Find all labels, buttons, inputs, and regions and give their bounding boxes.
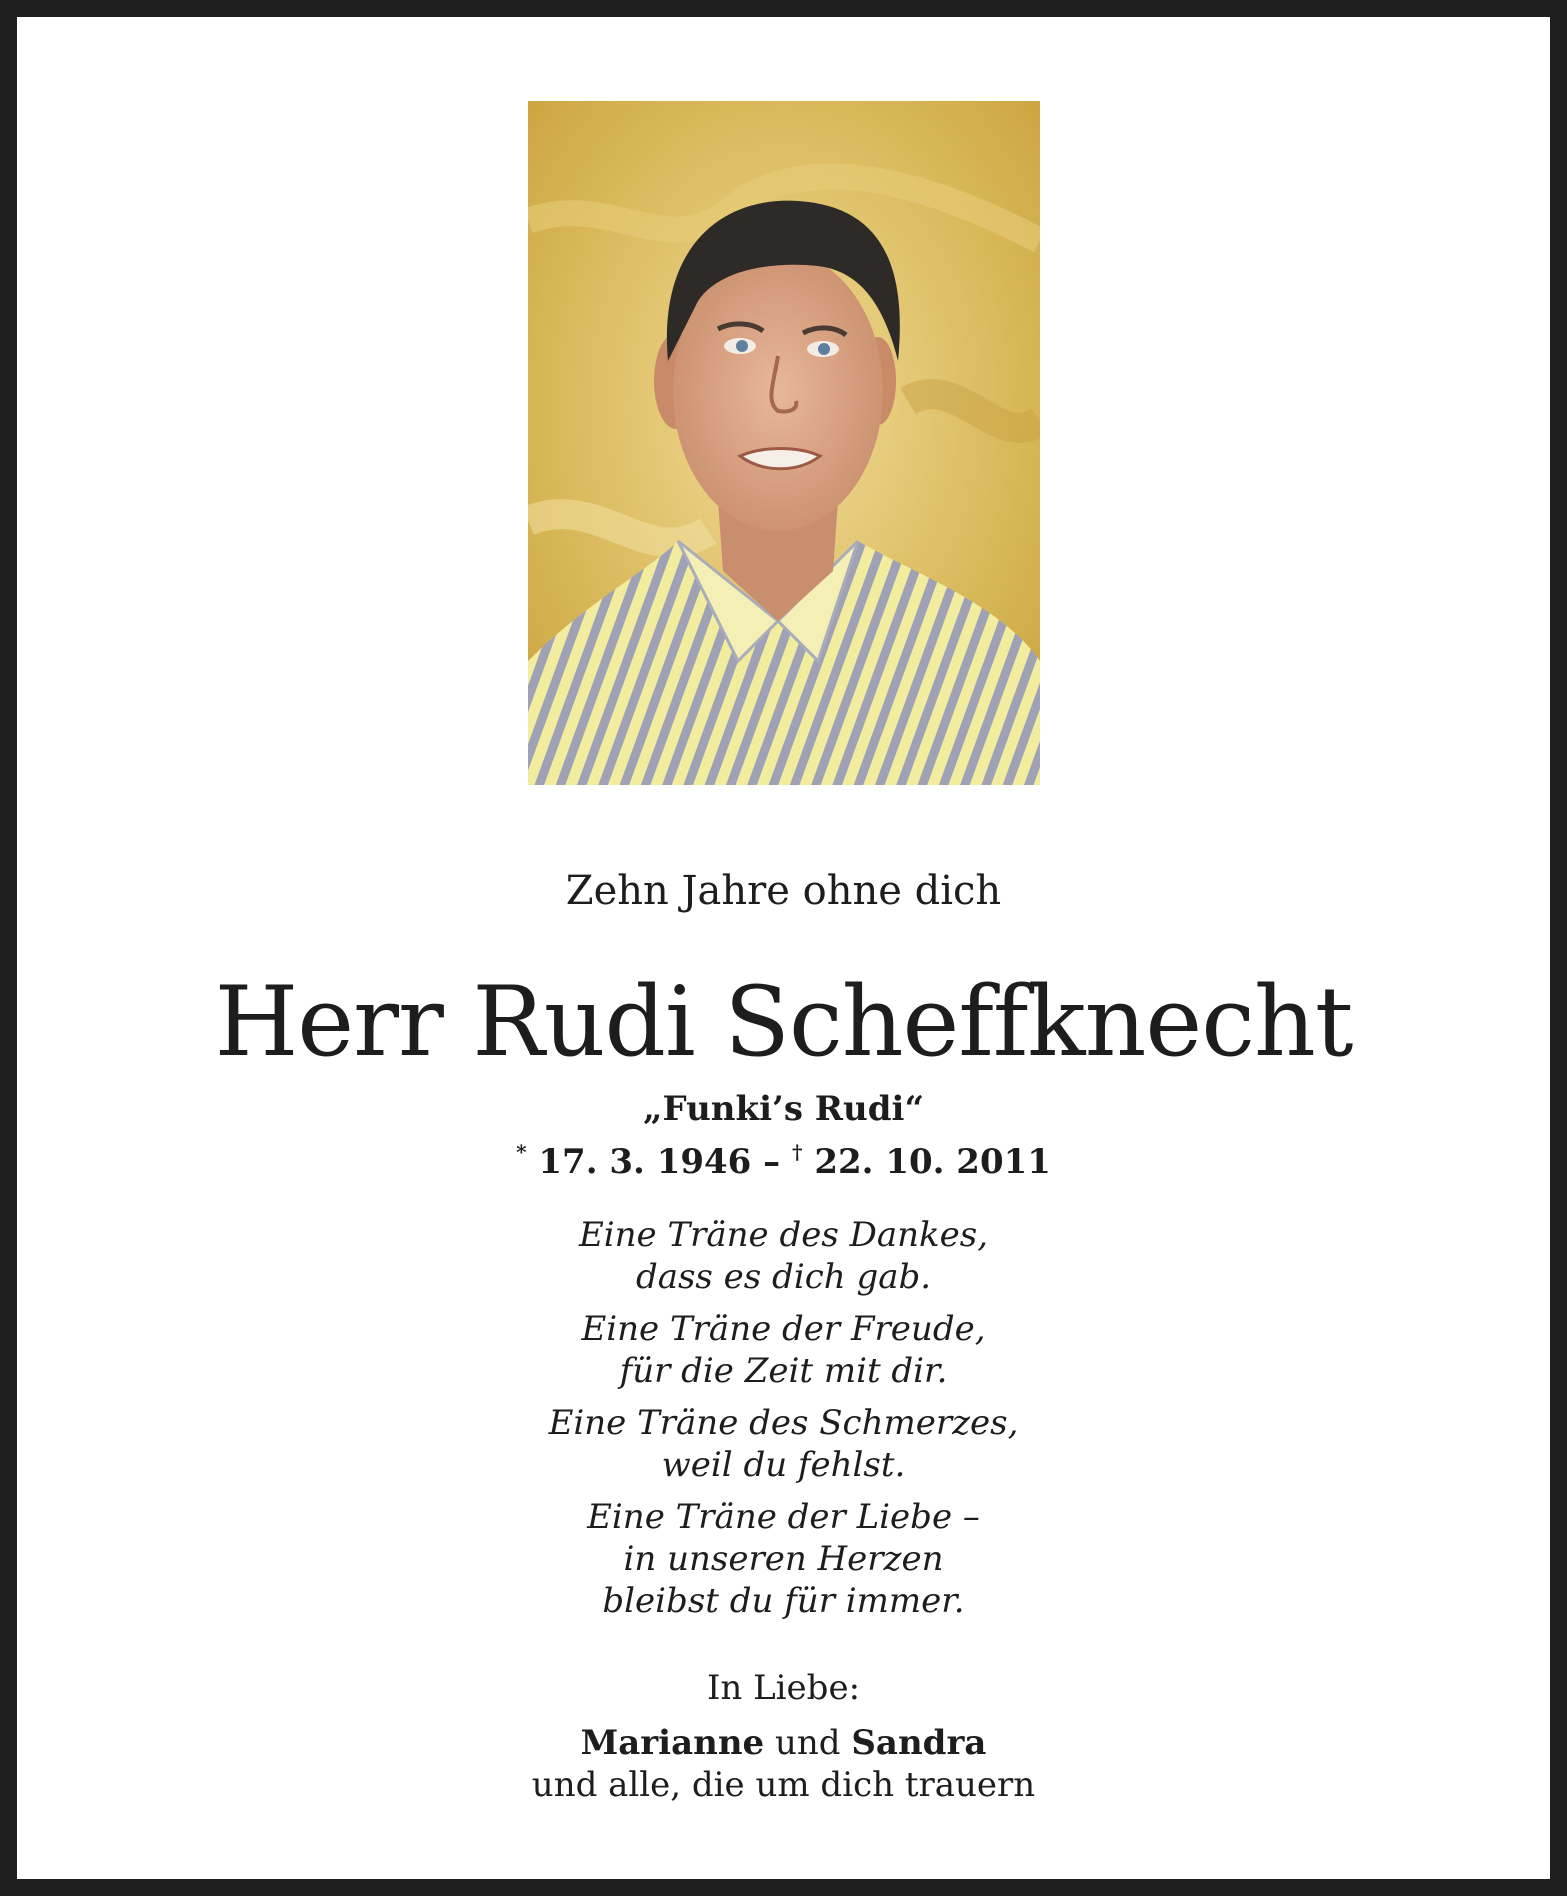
- birth-date: 17. 3. 1946: [538, 1142, 752, 1182]
- signer-1: Marianne: [580, 1723, 765, 1763]
- deceased-name: Herr Rudi Scheffknecht: [214, 966, 1353, 1078]
- poem: [17, 1214, 1550, 1632]
- poem-line: in unseren Herzen: [623, 1539, 944, 1579]
- life-dates: [17, 1131, 1550, 1183]
- signers: [17, 1722, 1550, 1764]
- poem-stanza: [17, 1402, 1550, 1486]
- signoff-label: In Liebe:: [706, 1668, 861, 1708]
- poem-line: Eine Träne der Freude,: [581, 1309, 986, 1349]
- date-separator: –: [751, 1142, 793, 1182]
- poem-line: Eine Träne des Schmerzes,: [548, 1403, 1019, 1443]
- poem-line: bleibst du für immer.: [602, 1581, 965, 1621]
- poem-stanza: [17, 1496, 1550, 1622]
- poem-stanza: [17, 1214, 1550, 1298]
- poem-line: Eine Träne des Dankes,: [578, 1215, 989, 1255]
- intro-line: Zehn Jahre ohne dich: [565, 868, 1002, 914]
- obituary-page: [17, 17, 1550, 1879]
- poem-line: weil du fehlst.: [661, 1445, 906, 1485]
- poem-line: für die Zeit mit dir.: [619, 1351, 948, 1391]
- death-symbol: †: [792, 1140, 803, 1164]
- poem-line: dass es dich gab.: [635, 1257, 932, 1297]
- portrait-photo: [528, 101, 1040, 785]
- poem-line: Eine Träne der Liebe –: [587, 1497, 980, 1537]
- mourners-line: und alle, die um dich trauern: [531, 1765, 1036, 1805]
- death-date: 22. 10. 2011: [814, 1142, 1051, 1182]
- nickname: „Funki’s Rudi“: [642, 1089, 925, 1129]
- signer-2: Sandra: [851, 1723, 987, 1763]
- poem-stanza: [17, 1308, 1550, 1392]
- signer-join: und: [775, 1723, 841, 1763]
- birth-symbol: *: [516, 1140, 527, 1164]
